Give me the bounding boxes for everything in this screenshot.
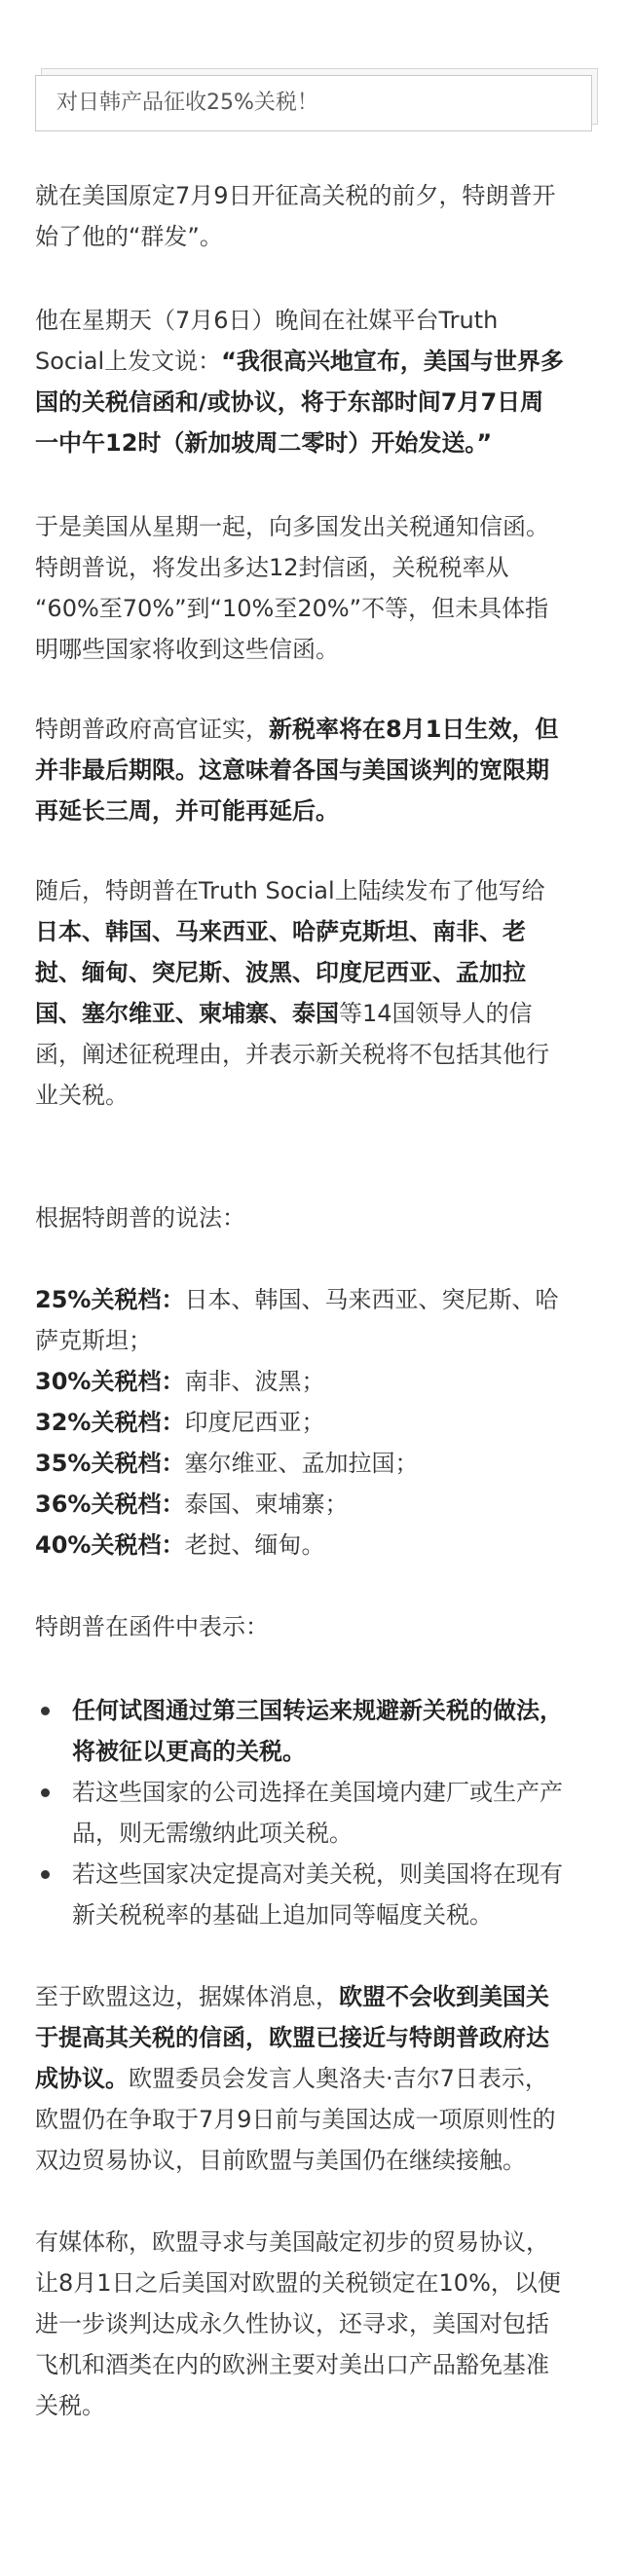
bold-span: 欧盟不会收到美国关 [339,1983,549,2010]
bold-span: 将被征以更高的关税。 [72,1738,306,1765]
text-line [35,911,598,952]
text-span: 品，则无需缴纳此项关税。 [72,1820,353,1847]
text-span: Social上发文说： [35,348,222,375]
tier-countries: 老挝、缅甸。 [184,1531,325,1559]
tariff-tier-25-cont [35,1320,152,1361]
bold-span: “我很高兴地宣布，美国与世界多 [221,348,564,375]
tariff-tier-35 [35,1443,418,1484]
text-line [35,750,598,791]
bold-span: 再延长三周，并可能再延后。 [35,797,339,825]
tariff-tier-32 [35,1402,324,1443]
tariff-tier-25 [35,1279,558,1320]
text-span: 至于欧盟这边，据媒体消息， [35,1983,339,2010]
tier-countries: 泰国、柬埔寨； [184,1490,349,1518]
text-line: 就在美国原定7月9日开征高关税的前夕，特朗普开 [35,182,556,209]
text-line [35,2058,598,2099]
tariff-tier-40 [35,1525,324,1565]
paragraph-8 [35,1976,598,2181]
text-line: 随后，特朗普在Truth Social上陆续发布了他写给 [35,877,545,904]
text-span: 欧盟委员会发言人奥洛夫·吉尔7日表示， [129,2065,548,2092]
text-span: 若这些国家的公司选择在美国境内建厂或生产产 [72,1779,563,1806]
bold-span: 成协议。 [35,2065,129,2092]
text-line [35,993,598,1034]
tier-countries: 南非、波黑； [184,1368,325,1395]
callout-text: 对日韩产品征收25%关税！ [56,91,318,115]
paragraph-6: 根据特朗普的说法： [35,1204,245,1232]
tier-label: 40%关税档： [35,1531,185,1559]
bold-span: 新税率将在8月1日生效，但 [269,716,559,743]
text-line [35,791,598,831]
tier-label: 30%关税档： [35,1368,185,1395]
text-line: 关税。 [35,2392,105,2419]
bold-span: 一中午12时（新加坡周二零时）开始发送。” [35,429,493,457]
text-line [35,2017,598,2058]
text-line: 函，阐述征税理由，并表示新关税将不包括其他行 [35,1041,549,1068]
text-line [35,1976,598,2017]
text-line [35,423,598,463]
text-line: 有媒体称，欧盟寻求与美国敲定初步的贸易协议， [35,2228,549,2256]
paragraph-1 [35,175,598,257]
tier-label: 35%关税档： [35,1450,185,1477]
paragraph-3 [35,506,598,670]
tier-label: 32%关税档： [35,1409,185,1436]
paragraph-2 [35,300,598,463]
text-span: 新关税税率的基础上追加同等幅度关税。 [72,1901,493,1929]
text-line: 明哪些国家将收到这些信函。 [35,636,339,663]
text-line: 他在星期天（7月6日）晚间在社媒平台Truth [35,307,499,334]
text-line: 始了他的“群发”。 [35,223,223,250]
text-line: 欧盟仍在争取于7月9日前与美国达成一项原则性的 [35,2106,556,2133]
text-span: 等14国领导人的信 [339,1000,533,1027]
text-line: 飞机和酒类在内的欧洲主要对美出口产品豁免基准 [35,2351,549,2378]
bullet-item [72,1772,598,1854]
tier-label: 36%关税档： [35,1490,185,1518]
text-span: 特朗普政府高官证实， [35,716,269,743]
text-line [35,341,598,382]
text-line: 业关税。 [35,1082,129,1109]
text-line [35,382,598,423]
tier-countries: 萨克斯坦； [35,1327,152,1354]
text-line: 双边贸易协议，目前欧盟与美国仍在继续接触。 [35,2147,526,2174]
paragraph-9 [35,2222,598,2426]
bold-span: 日本、韩国、马来西亚、哈萨克斯坦、南非、老 [35,918,526,945]
paragraph-5 [35,870,598,1116]
bold-span: 国的关税信函和/或协议，将于东部时间7月7日周 [35,388,544,416]
bullet-dot-icon [41,1788,50,1797]
text-line: 让8月1日之后美国对欧盟的关税锁定在10%，以便 [35,2269,561,2297]
text-line: 于是美国从星期一起，向多国发出关税通知信函。 [35,513,549,540]
text-line [35,952,598,993]
text-span: 若这些国家决定提高对美关税，则美国将在现有 [72,1860,563,1888]
bullet-dot-icon [41,1870,50,1879]
bold-span: 于提高其关税的信函，欧盟已接近与特朗普政府达 [35,2024,549,2051]
bullet-dot-icon [41,1707,50,1715]
text-line: 特朗普说，将发出多达12封信函，关税税率从 [35,554,509,581]
tier-countries: 日本、韩国、马来西亚、突尼斯、哈 [184,1286,559,1313]
tier-label: 25%关税档： [35,1286,185,1313]
tier-countries: 印度尼西亚； [184,1409,325,1436]
tariff-tier-36 [35,1484,348,1525]
paragraph-7: 特朗普在函件中表示： [35,1613,269,1640]
bullet-item [72,1690,598,1772]
tariff-tier-30 [35,1361,324,1402]
bold-span: 并非最后期限。这意味着各国与美国谈判的宽限期 [35,756,549,784]
text-line: 进一步谈判达成永久性协议，还寻求，美国对包括 [35,2310,549,2337]
bold-span: 任何试图通过第三国转运来规避新关税的做法， [72,1697,563,1724]
bold-span: 挝、缅甸、突尼斯、波黑、印度尼西亚、孟加拉 [35,959,526,986]
text-line: “60%至70%”到“10%至20%”不等，但未具体指 [35,595,549,622]
bullet-item [72,1854,598,1935]
bold-span: 国、塞尔维亚、柬埔寨、泰国 [35,1000,339,1027]
tier-countries: 塞尔维亚、孟加拉国； [184,1450,419,1477]
text-line [35,709,598,750]
paragraph-4 [35,709,598,831]
